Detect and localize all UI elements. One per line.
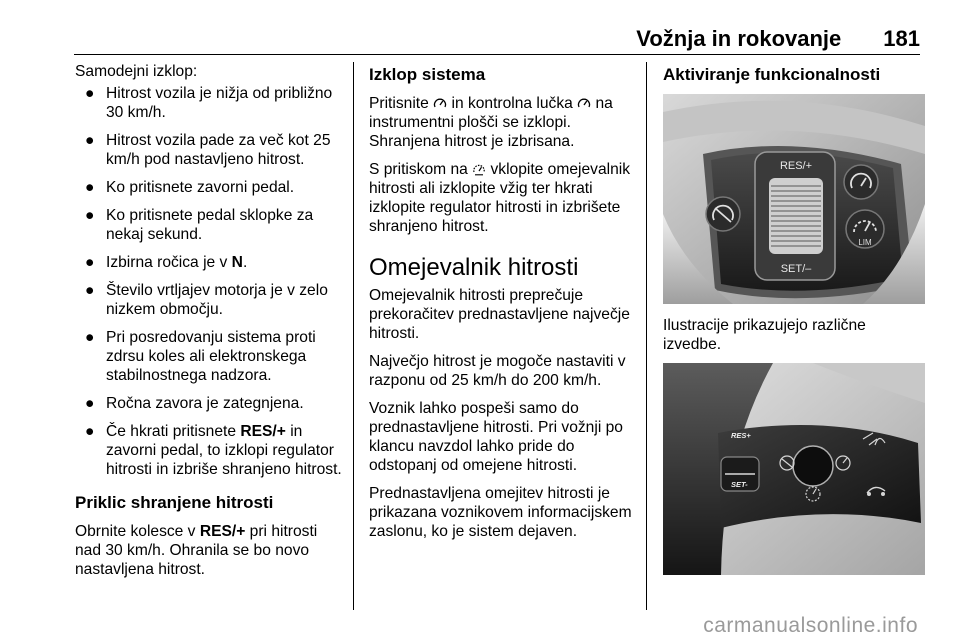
list-item: ● Ko pritisnete zavorni pedal. (85, 179, 295, 196)
list-item: ● Hitrost vozila pade za več kot 25 km/h pod nastavljeno hitrost. (85, 132, 331, 168)
limiter-paragraph: Največjo hitrost je mogoče nastaviti v razponu od 25 km/h do 200 km/h. (369, 353, 626, 389)
limiter-paragraph: Omejevalnik hitrosti preprečuje prekoračitev prednastavljene največje hitrosti. (369, 287, 630, 342)
recall-paragraph: Obrnite kolesce v RES/+ pri hitrosti nad 30 km/h. Ohranila se bo novo nastavljena hitrost. (75, 523, 318, 578)
cruise-control-icon (433, 97, 447, 109)
limiter-switch-paragraph: S pritiskom na vklopite omejevalnik hitrosti ali izklopite vžig ter hkrati izklopite regulator hitrosti in izbrišete shranjeno hitrost. (369, 161, 631, 235)
set-label: SET/– (780, 263, 812, 275)
speed-limiter-title: Omejevalnik hitrosti (369, 254, 579, 281)
res-label: RES/+ (779, 160, 813, 172)
steering-controls-photo-2 (663, 363, 925, 575)
column-1 (75, 62, 347, 588)
switch-off-paragraph: Pritisnite in kontrolna lučka na instrumentni plošči se izklopi. Shranjena hitrost je izbrisana. (369, 95, 613, 150)
list-item: ● Izbirna ročica je v N. (85, 254, 248, 271)
list-item: ● Število vrtljajev motorja je v zelo nizkem območju. (85, 282, 328, 318)
column-divider-1 (353, 62, 354, 610)
steering-controls-photo-1 (663, 94, 925, 304)
auto-off-list (75, 84, 347, 479)
speed-limiter-icon (472, 163, 486, 176)
limiter-paragraph: Voznik lahko pospeši samo do prednastavljene hitrosti. Pri vožnji po klancu navzdol lahko pride do odstopanj od omejene hitrosti. (369, 400, 623, 474)
list-item: ● Ročna zavora je zategnjena. (85, 395, 304, 412)
set-minus-label: SET- (731, 480, 748, 489)
header-rule (74, 54, 920, 55)
list-item: ● Ko pritisnete pedal sklopke za nekaj sekund. (85, 207, 314, 243)
cruise-control-indicator-icon (577, 97, 591, 109)
page-number: 181 (883, 26, 920, 51)
list-item: ● Pri posredovanju sistema proti zdrsu koles ali elektronskega stabilnostnega nadzora. (85, 329, 316, 384)
column-2 (369, 62, 641, 550)
res-plus-label: RES+ (731, 431, 751, 440)
switch-off-heading: Izklop sistema (369, 65, 486, 84)
watermark: carmanualsonline.info (703, 614, 918, 637)
activation-heading: Aktiviranje funkcionalnosti (663, 65, 881, 84)
recall-heading: Priklic shranjene hitrosti (75, 493, 274, 512)
list-item: ● Hitrost vozila je nižja od približno 30 km/h. (85, 85, 333, 121)
page-header (636, 26, 920, 52)
column-divider-2 (646, 62, 647, 610)
column-3 (663, 62, 925, 587)
limiter-paragraph: Prednastavljena omejitev hitrosti je prikazana voznikovem informacijskem zaslonu, ko je sistem dejaven. (369, 485, 632, 540)
lim-label: LIM (858, 238, 872, 247)
auto-off-intro: Samodejni izklop: (75, 63, 198, 80)
section-title: Vožnja in rokovanje (636, 26, 842, 51)
figure-caption: Ilustracije prikazujejo različne izvedbe. (663, 317, 866, 353)
list-item: ● Če hkrati pritisnete RES/+ in zavorni pedal, to izklopi regulator hitrosti in izbriše shranjeno hitrost. (85, 423, 342, 478)
